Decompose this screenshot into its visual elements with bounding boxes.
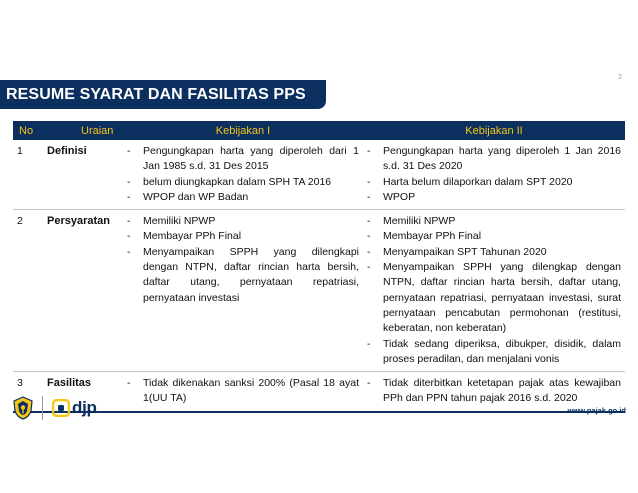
list-item: - Menyampaikan SPT Tahunan 2020 [367,245,621,260]
website-url: www.pajak.go.id [567,406,626,415]
list-item: - Tidak dikenakan sanksi 200% (Pasal 18 ayat 1(UU TA) [127,376,359,407]
list-item: - Tidak sedang diperiksa, dibukper, disidik, dalam proses peradilan, dan menjalani vonis [367,337,621,368]
list-item: - Menyampaikan SPPH yang dilengkap dengan NTPN, daftar rincian harta bersih, daftar utang, pernyataan repatriasi, pernyataan investasi, surat pernyataan pencabutan permohonan (restitusi, keberatan, non keberatan) [367,260,621,336]
kebijakan-1-cell [123,372,363,412]
bullet-list [127,214,359,306]
list-item: - Memiliki NPWP [367,214,621,229]
row-uraian: Fasilitas [43,372,123,412]
resume-table [13,121,625,413]
djp-logo-text: djp [72,398,97,417]
list-item: - Pengungkapan harta yang diperoleh 1 Jan 2016 s.d. 31 Des 2020 [367,144,621,175]
kebijakan-1-cell [123,210,363,372]
page-title: RESUME SYARAT DAN FASILITAS PPS [0,80,326,109]
table-row [13,210,625,372]
row-number: 1 [13,140,43,210]
ministry-emblem-icon [12,396,34,420]
list-item: - Harta belum dilaporkan dalam SPT 2020 [367,175,621,190]
bullet-list [367,214,621,367]
row-number: 3 [13,372,43,412]
row-uraian: Definisi [43,140,123,210]
list-item: - Pengungkapan harta yang diperoleh dari 1 Jan 1985 s.d. 31 Des 2015 [127,144,359,175]
kebijakan-1-cell [123,140,363,210]
bullet-list [127,376,359,407]
list-item: - WPOP dan WP Badan [127,190,359,205]
row-uraian: Persyaratan [43,210,123,372]
list-item: - Membayar PPh Final [367,229,621,244]
footer-logos [12,394,97,422]
list-item: - WPOP [367,190,621,205]
row-number: 2 [13,210,43,372]
table-row [13,372,625,412]
table-header-row [13,121,625,140]
header-kebijakan-2: Kebijakan II [363,121,625,140]
header-uraian: Uraian [43,121,123,140]
bullet-list [367,376,621,407]
page-number: 2 [618,74,622,81]
list-item: - belum diungkapkan dalam SPH TA 2016 [127,175,359,190]
list-item: - Membayar PPh Final [127,229,359,244]
list-item: - Tidak diterbitkan ketetapan pajak atas kewajiban PPh dan PPN tahun pajak 2016 s.d. 2020 [367,376,621,407]
kebijakan-2-cell [363,210,625,372]
header-kebijakan-1: Kebijakan I [123,121,363,140]
list-item: - Memiliki NPWP [127,214,359,229]
header-no: No [13,121,43,140]
bullet-list [367,144,621,205]
kebijakan-2-cell [363,140,625,210]
djp-logo-icon [52,399,70,417]
list-item: - Menyampaikan SPPH yang dilengkapi dengan NTPN, daftar rincian harta bersih, daftar utang, pernyataan repatriasi, pernyataan investasi [127,245,359,306]
table-row [13,140,625,210]
bullet-list [127,144,359,205]
logo-separator [42,396,43,420]
